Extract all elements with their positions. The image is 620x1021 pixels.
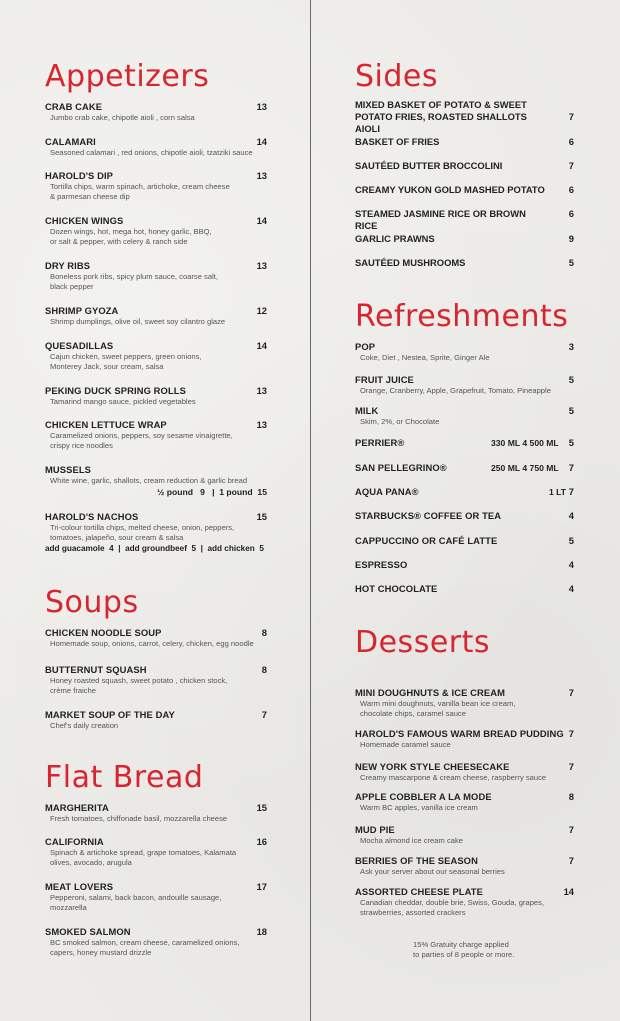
menu-item <box>45 709 267 731</box>
item-description: Spinach & artichoke spread, grape tomatoes, Kalamata <box>50 848 237 857</box>
gratuity-note <box>413 940 514 960</box>
item-description: Coke, Diet , Nestea, Sprite, Ginger Ale <box>360 353 490 362</box>
item-name: PEKING DUCK SPRING ROLLS <box>45 385 186 396</box>
menu-item <box>355 728 574 750</box>
item-name: MEAT LOVERS <box>45 881 114 892</box>
item-price: 6 <box>568 184 574 195</box>
item-description: black pepper <box>50 282 94 291</box>
item-name: BERRIES OF THE SEASON <box>355 855 478 866</box>
item-name: PERRIER® <box>355 437 405 448</box>
item-name: CAPPUCCINO OR CAFÉ LATTE <box>355 535 498 546</box>
item-name: NEW YORK STYLE CHEESECAKE <box>355 761 510 772</box>
item-name: STEAMED JASMINE RICE OR BROWN RICE <box>355 208 526 231</box>
menu-item <box>355 824 574 846</box>
gratuity-note-line: to parties of 8 people or more. <box>413 950 515 959</box>
item-price: 15 <box>256 511 267 522</box>
item-description: Creamy mascarpone & cream cheese, raspberry sauce <box>360 773 547 782</box>
item-name: HAROLD'S FAMOUS WARM BREAD PUDDING <box>355 728 564 739</box>
item-price: 15 <box>256 802 267 813</box>
menu-item <box>45 664 267 696</box>
menu-item <box>355 99 574 135</box>
item-description: Honey roasted squash, sweet potato , chicken stock, <box>50 676 228 685</box>
item-price: 6 <box>568 136 574 147</box>
menu-item <box>355 855 574 877</box>
item-price: 7 <box>568 728 574 739</box>
item-description: Cajun chicken, sweet peppers, green onions, <box>50 352 202 361</box>
menu-item <box>45 627 267 649</box>
item-description: crème fraiche <box>50 686 97 695</box>
item-description: Mocha almond ice cream cake <box>360 836 463 845</box>
item-name: MUD PIE <box>355 824 395 835</box>
item-name: HAROLD'S DIP <box>45 170 114 181</box>
item-description: Shrimp dumplings, olive oil, sweet soy cilantro glaze <box>50 317 226 326</box>
item-price: 13 <box>256 419 267 430</box>
item-extra-options: add guacamole 4 | add groundbeef 5 | add chicken 5 <box>45 544 264 553</box>
item-description: Boneless pork ribs, spicy plum sauce, coarse salt, <box>50 272 218 281</box>
item-description: tomatoes, jalapeño, sour cream & salsa <box>50 533 184 542</box>
item-description: Homemade caramel sauce <box>360 740 451 749</box>
item-price: 13 <box>256 170 267 181</box>
menu-item <box>45 305 267 327</box>
item-name: CRAB CAKE <box>45 101 103 112</box>
menu-item <box>45 136 267 158</box>
item-price: 17 <box>256 881 267 892</box>
item-name: SHRIMP GYOZA <box>45 305 119 316</box>
item-description: or salt & pepper, with celery & ranch side <box>50 237 188 246</box>
desserts-title: Desserts <box>355 625 491 660</box>
item-description: Seasoned calamari , red onions, chipotle aioli, tzatziki sauce <box>50 148 253 157</box>
item-description: Chef's daily creation <box>50 721 119 730</box>
item-name: HAROLD'S NACHOS <box>45 511 139 522</box>
item-price: 8 <box>261 627 267 638</box>
item-description: Monterey Jack, sour cream, salsa <box>50 362 164 371</box>
item-description: Canadian cheddar, double brie, Swiss, Gouda, grapes, <box>360 898 545 907</box>
sides-title: Sides <box>355 59 439 94</box>
menu-item <box>45 340 267 372</box>
item-name: CHICKEN LETTUCE WRAP <box>45 419 167 430</box>
menu-item <box>355 535 574 547</box>
item-price: 5 <box>568 374 574 385</box>
item-price: 4 <box>568 559 574 570</box>
item-name: MARKET SOUP OF THE DAY <box>45 709 175 720</box>
item-size-options: 250 ML 4 750 ML <box>491 463 559 473</box>
item-name: CALAMARI <box>45 136 96 147</box>
item-description: Dozen wings, hot, mega hot, honey garlic, BBQ, <box>50 227 212 236</box>
item-name: APPLE COBBLER A LA MODE <box>355 791 492 802</box>
item-description: Caramelized onions, peppers, soy sesame vinaigrette, <box>50 431 233 440</box>
item-name: BUTTERNUT SQUASH <box>45 664 147 675</box>
item-description: BC smoked salmon, cream cheese, caramelized onions, <box>50 938 240 947</box>
item-description: crispy rice noodles <box>50 441 113 450</box>
menu-item <box>45 511 267 555</box>
menu-item <box>355 233 574 245</box>
menu-item <box>355 761 574 783</box>
item-description: strawberries, assorted crackers <box>360 908 466 917</box>
item-description: Fresh tomatoes, chiffonade basil, mozzarella cheese <box>50 814 228 823</box>
item-description: chocolate chips, caramel sauce <box>360 709 466 718</box>
menu-item <box>45 881 267 913</box>
item-name: CHICKEN NOODLE SOUP <box>45 627 162 638</box>
item-name: MUSSELS <box>45 464 92 475</box>
item-name: GARLIC PRAWNS <box>355 233 435 244</box>
item-price: 7 <box>261 709 267 720</box>
item-price: 8 <box>568 791 574 802</box>
item-description: Skim, 2%, or Chocolate <box>360 417 440 426</box>
item-description: Tortilla chips, warm spinach, artichoke, cream cheese <box>50 182 230 191</box>
item-description: Warm BC apples, vanilla ice cream <box>360 803 478 812</box>
item-name: SMOKED SALMON <box>45 926 131 937</box>
item-description: Pepperoni, salami, back bacon, andouille sausage, <box>50 893 222 902</box>
menu-item <box>355 184 574 196</box>
item-name: CHICKEN WINGS <box>45 215 124 226</box>
menu-item <box>45 802 267 824</box>
soups-title: Soups <box>45 585 139 620</box>
menu-item <box>355 136 574 148</box>
item-name: ASSORTED CHEESE PLATE <box>355 886 483 897</box>
item-price: 4 <box>568 583 574 594</box>
item-price: 3 <box>568 341 574 352</box>
item-price: 13 <box>256 385 267 396</box>
refreshments-title: Refreshments <box>355 299 569 334</box>
item-price: 8 <box>261 664 267 675</box>
item-price: 5 <box>568 535 574 546</box>
item-name: BASKET OF FRIES <box>355 136 440 147</box>
item-name: DRY RIBS <box>45 260 91 271</box>
menu-item <box>355 486 574 498</box>
item-size-options: 330 ML 4 500 ML <box>491 438 559 448</box>
menu-item <box>355 886 574 918</box>
flatbread-title: Flat Bread <box>45 760 204 795</box>
item-price: 13 <box>256 101 267 112</box>
item-price: 7 <box>568 160 574 171</box>
menu-item <box>45 215 267 247</box>
appetizers-title: Appetizers <box>45 59 210 94</box>
menu-item <box>45 419 267 451</box>
menu-item <box>355 791 574 813</box>
menu-item <box>45 836 267 868</box>
item-price: 5 <box>568 257 574 268</box>
item-price: 7 <box>568 111 574 122</box>
item-price: 18 <box>256 926 267 937</box>
item-description: Warm mini doughnuts, vanilla bean ice cream, <box>360 699 516 708</box>
item-name: MIXED BASKET OF POTATO & SWEET POTATO FRIES, ROASTED SHALLOTS AIOLI <box>355 99 527 134</box>
item-price: 7 <box>568 761 574 772</box>
item-name: CREAMY YUKON GOLD MASHED POTATO <box>355 184 545 195</box>
item-name: HOT CHOCOLATE <box>355 583 438 594</box>
menu-item <box>45 385 267 407</box>
item-price: 14 <box>256 136 267 147</box>
menu-item <box>355 462 574 474</box>
menu-item <box>45 926 267 958</box>
item-price: 4 <box>568 510 574 521</box>
item-price: 5 <box>568 437 574 448</box>
menu-item <box>355 208 574 232</box>
item-name: SAUTÉED MUSHROOMS <box>355 257 466 268</box>
menu-item <box>355 687 574 719</box>
item-price: 13 <box>256 260 267 271</box>
item-name: SAN PELLEGRINO® <box>355 462 447 473</box>
item-price: 7 <box>568 687 574 698</box>
menu-item <box>45 170 267 202</box>
menu-item <box>355 341 574 363</box>
item-description: mozzarella <box>50 903 87 912</box>
menu-item <box>45 260 267 292</box>
item-extra-options: ½ pound 9 | 1 pound 15 <box>157 487 267 497</box>
item-price: 7 <box>568 486 574 497</box>
item-name: MINI DOUGHNUTS & ICE CREAM <box>355 687 505 698</box>
item-description: capers, honey mustard drizzle <box>50 948 152 957</box>
item-description: Tamarind mango sauce, pickled vegetables <box>50 397 196 406</box>
item-price: 7 <box>568 462 574 473</box>
item-description: Ask your server about our seasonal berries <box>360 867 505 876</box>
item-description: White wine, garlic, shallots, cream reduction & garlic bread <box>50 476 248 485</box>
item-description: & parmesan cheese dip <box>50 192 130 201</box>
item-name: ESPRESSO <box>355 559 408 570</box>
item-name: MILK <box>355 405 379 416</box>
menu-item <box>45 101 267 123</box>
item-description: Orange, Cranberry, Apple, Grapefruit, Tomato, Pineapple <box>360 386 551 395</box>
item-name: POP <box>355 341 376 352</box>
item-price: 5 <box>568 405 574 416</box>
item-name: CALIFORNIA <box>45 836 104 847</box>
item-name: AQUA PANA® <box>355 486 419 497</box>
item-price: 16 <box>256 836 267 847</box>
menu-item <box>355 559 574 571</box>
menu-item <box>355 405 574 427</box>
item-name: FRUIT JUICE <box>355 374 414 385</box>
item-description: Jumbo crab cake, chipotle aioli , corn salsa <box>50 113 195 122</box>
item-price: 14 <box>256 215 267 226</box>
item-price: 9 <box>568 233 574 244</box>
gratuity-note-line: 15% Gratuity charge applied <box>413 940 509 949</box>
item-name: STARBUCKS® COFFEE OR TEA <box>355 510 502 521</box>
menu-item <box>45 464 267 498</box>
item-price: 7 <box>568 824 574 835</box>
item-price: 14 <box>563 886 574 897</box>
item-price: 6 <box>568 208 574 219</box>
item-name: QUESADILLAS <box>45 340 114 351</box>
item-price: 14 <box>256 340 267 351</box>
menu-item <box>355 257 574 269</box>
item-size-options: 1 LT <box>549 487 567 497</box>
item-name: SAUTÉED BUTTER BROCCOLINI <box>355 160 503 171</box>
menu-item <box>355 160 574 172</box>
menu-item <box>355 374 574 396</box>
item-price: 12 <box>256 305 267 316</box>
item-description: olives, avocado, arugula <box>50 858 132 867</box>
item-price: 7 <box>568 855 574 866</box>
item-description: Tri-colour tortilla chips, melted cheese, onion, peppers, <box>50 523 235 532</box>
item-description: Homemade soup, onions, carrot, celery, chicken, egg noodle <box>50 639 254 648</box>
menu-item <box>355 510 574 522</box>
menu-item <box>355 437 574 449</box>
item-name: MARGHERITA <box>45 802 109 813</box>
menu-item <box>355 583 574 595</box>
column-divider <box>310 0 311 1021</box>
